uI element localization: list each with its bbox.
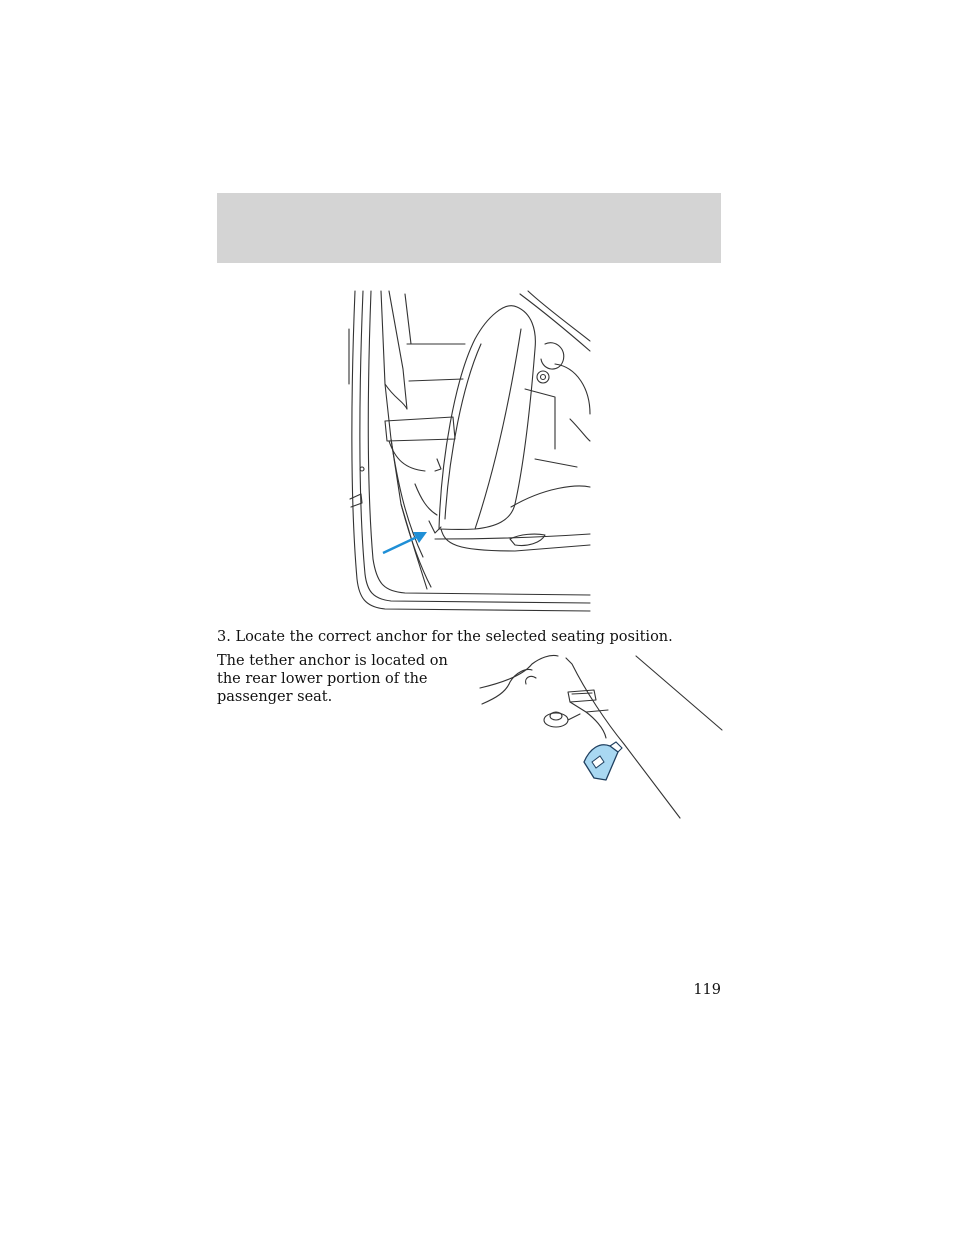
- tether-anchor-icon: [584, 742, 622, 780]
- step-instruction: 3. Locate the correct anchor for the selected seating position.: [217, 629, 673, 645]
- seat-illustration: [345, 289, 593, 615]
- tether-anchor-description: The tether anchor is located on the rear lower portion of the passenger seat.: [217, 653, 448, 705]
- arrow-icon: [383, 532, 427, 553]
- tether-anchor-illustration: [476, 652, 724, 820]
- section-header-band: [217, 193, 721, 263]
- page-number: 119: [693, 982, 721, 998]
